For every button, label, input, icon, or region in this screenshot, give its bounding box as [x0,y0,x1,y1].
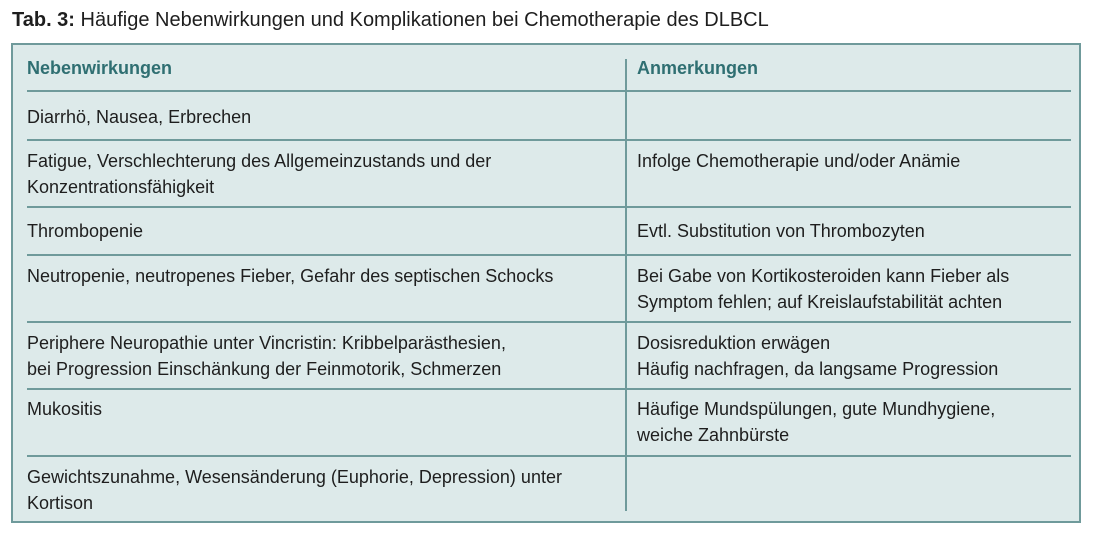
cell-line: Kortison [27,493,94,513]
cell-note [637,148,960,174]
cell-line: Infolge Chemotherapie und/oder Anämie [637,151,961,171]
cell-line: Fatigue, Verschlechterung des Allgemeinzustands und der [27,151,492,171]
table-caption [12,8,769,32]
cell-line: weiche Zahnbürste [637,425,790,445]
row-divider [27,455,1071,457]
cell-side-effect [27,104,251,130]
cell-side-effect [27,330,506,382]
side-effects-table [11,43,1081,523]
header-nebenwirkungen: Nebenwirkungen [27,58,173,78]
cell-side-effect [27,218,143,244]
row-divider [27,321,1071,323]
cell-line: Häufig nachfragen, da langsame Progression [637,359,999,379]
cell-side-effect [27,396,102,422]
cell-line: Dosisreduktion erwägen [637,333,831,353]
cell-line: Konzentrationsfähigkeit [27,177,215,197]
caption-title: Häufige Nebenwirkungen und Komplikationen bei Chemotherapie des DLBCL [74,9,769,31]
row-divider [27,139,1071,141]
cell-note [637,396,995,448]
cell-line: Diarrhö, Nausea, Erbrechen [27,107,252,127]
cell-line: Häufige Mundspülungen, gute Mundhygiene, [637,399,996,419]
cell-note [637,263,1009,315]
column-divider [625,59,627,511]
row-divider [27,206,1071,208]
cell-line: Mukositis [27,399,103,419]
row-divider [27,388,1071,390]
cell-line: Periphere Neuropathie unter Vincristin: Kribbelparästhesien, [27,333,506,353]
header-anmerkungen: Anmerkungen [637,58,759,78]
cell-line: Gewichtszunahme, Wesensänderung (Euphorie, Depression) unter [27,467,562,487]
cell-line: Evtl. Substitution von Thrombozyten [637,221,925,241]
cell-line: Bei Gabe von Kortikosteroiden kann Fieber als [637,266,1010,286]
cell-line: bei Progression Einschänkung der Feinmotorik, Schmerzen [27,359,502,379]
cell-line: Neutropenie, neutropenes Fieber, Gefahr des septischen Schocks [27,266,554,286]
cell-note [637,218,925,244]
cell-side-effect [27,263,553,289]
row-divider [27,254,1071,256]
row-divider [27,90,1071,92]
cell-line: Symptom fehlen; auf Kreislaufstabilität achten [637,292,1003,312]
caption-label: Tab. 3: [12,9,75,31]
cell-line: Thrombopenie [27,221,144,241]
cell-note [637,330,998,382]
cell-side-effect [27,464,562,516]
cell-side-effect [27,148,491,200]
